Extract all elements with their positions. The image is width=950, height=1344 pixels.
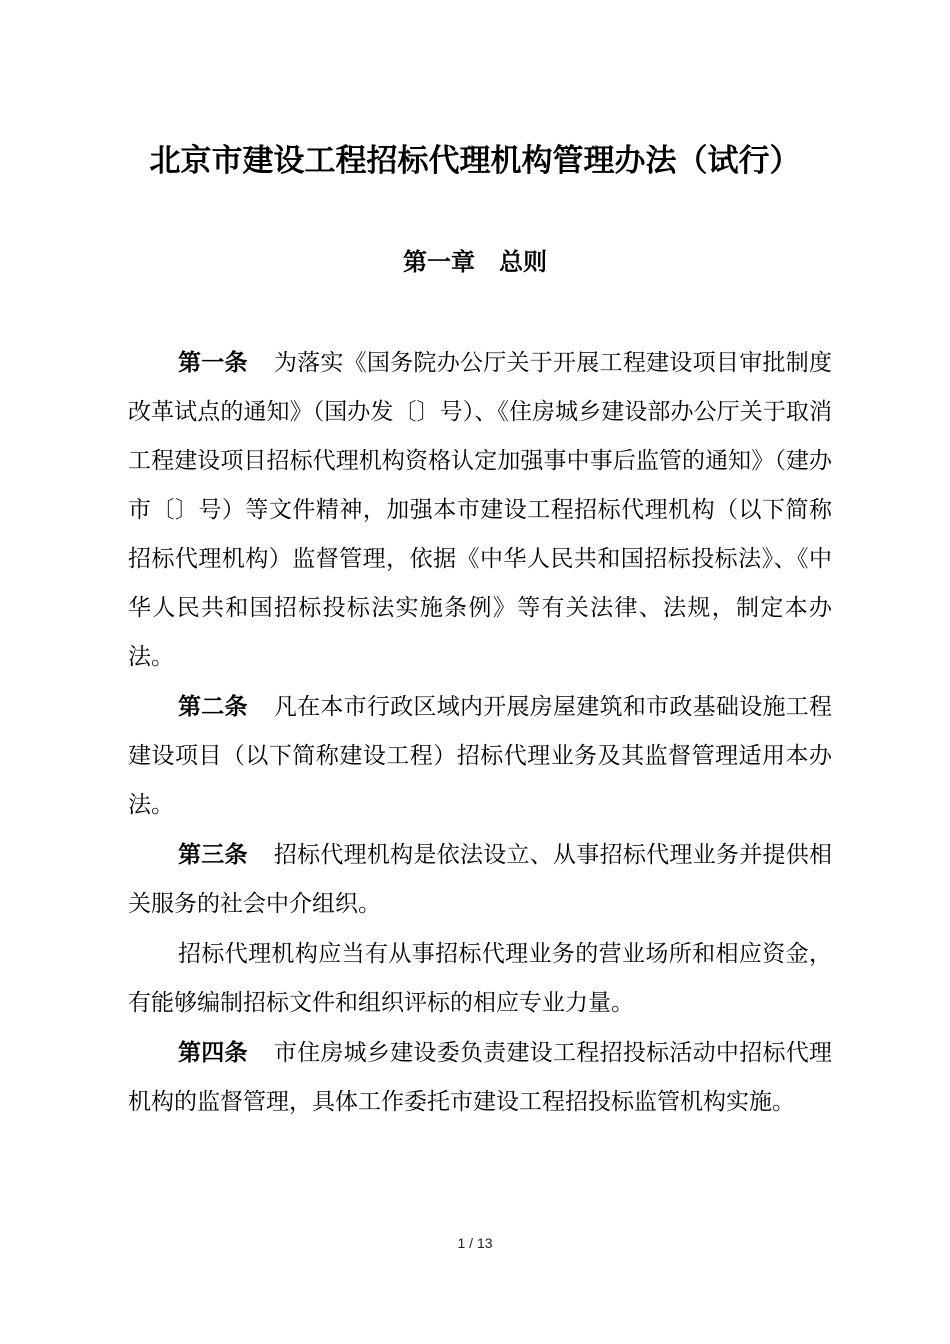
document-title: 北京市建设工程招标代理机构管理办法（试行） [149,143,801,179]
continuation-paragraph [128,930,832,1028]
article-label: 第一条 [178,350,248,376]
article-text: 招标代理机构应当有从事招标代理业务的营业场所和相应资金，有能够编制招标文件和组织评标的相应专业力量。 [128,941,832,1016]
document-body [128,339,832,1128]
page-number: 1 / 13 [457,1235,493,1251]
article-paragraph [128,339,832,682]
article-label: 第二条 [178,694,248,720]
article-label: 第三条 [178,842,248,868]
chapter-title: 第一章 总则 [403,248,547,276]
article-paragraph [128,683,832,830]
article-text: 招标代理机构是依法设立、从事招标代理业务并提供相关服务的社会中介组织。 [128,842,833,917]
article-text: 为落实《国务院办公厅关于开展工程建设项目审批制度改革试点的通知》（国办发〔〕号）、《住房城乡建设部办公厅关于取消工程建设项目招标代理机构资格认定加强事中事后监管的通知》（建办市〔〕号）等文件精神，加强本市建设工程招标代理机构（以下简称招标代理机构）监督管理，依据《中华人民共和国招标投标法》、《中华人民共和国招标投标法实施条例》等有关法律、法规，制定本办法。 [128,350,833,670]
article-paragraph [128,831,832,929]
article-paragraph [128,1029,832,1127]
article-text: 凡在本市行政区域内开展房屋建筑和市政基础设施工程建设项目（以下简称建设工程）招标代理业务及其监督管理适用本办法。 [128,694,833,818]
article-text: 市住房城乡建设委负责建设工程招投标活动中招标代理机构的监督管理，具体工作委托市建设工程招投标监管机构实施。 [128,1040,833,1115]
article-label: 第四条 [178,1040,248,1066]
